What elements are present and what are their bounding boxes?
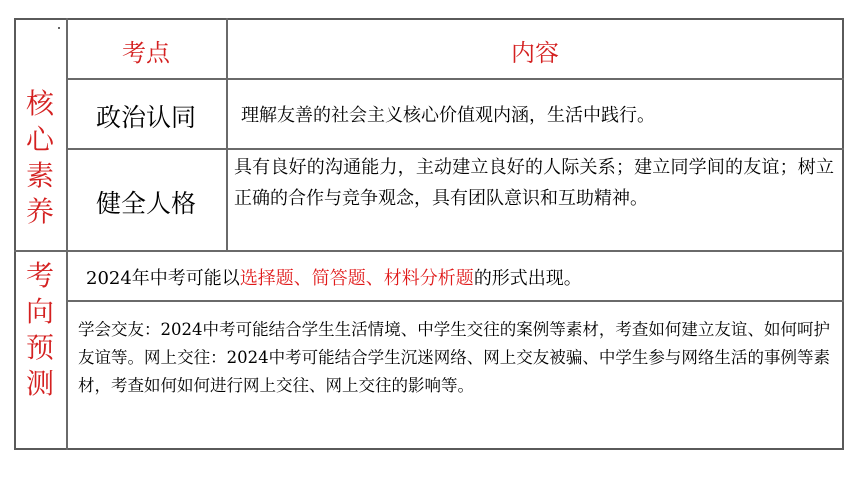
section-label-predict: 考向预测 [25,259,54,400]
predict-summary-after: 的形式出现。 [473,268,582,289]
divider-left-column [66,18,68,450]
row-content-personality: 具有良好的沟通能力，主动建立良好的人际关系；建立同学间的友谊；树立正确的合作与竞争观念，具有团队意识和互助精神。 [234,157,834,209]
row-name-political: 政治认同 [95,103,196,132]
divider-predict-row [66,300,844,302]
predict-detail: 学会交友：2024中考可能结合学生生活情境、中学生交往的案例等素材，考查如何建立友谊、如何呵护友谊等。网上交往：2024中考可能结合学生沉迷网络、网上交友被骗、中学生参与网络生活的事例等素材，考查如何如何进行网上交往、网上交往的影响等。 [78,320,830,395]
header-kaodian: 考点 [122,39,170,67]
predict-question-types: 选择题、简答题、材料分析题 [239,268,474,289]
divider-header-row [66,78,844,80]
row-content-political: 理解友善的社会主义核心价值观内涵，生活中践行。 [241,105,655,126]
predict-summary [86,264,836,290]
section-label-core: 核心素养 [25,87,54,228]
corner-mark [58,27,60,29]
row-name-personality: 健全人格 [95,189,196,218]
header-neirong: 内容 [511,39,559,67]
predict-summary-before: 2024年中考可能以 [86,268,240,289]
divider-section [14,250,844,252]
divider-row-1 [66,148,844,150]
